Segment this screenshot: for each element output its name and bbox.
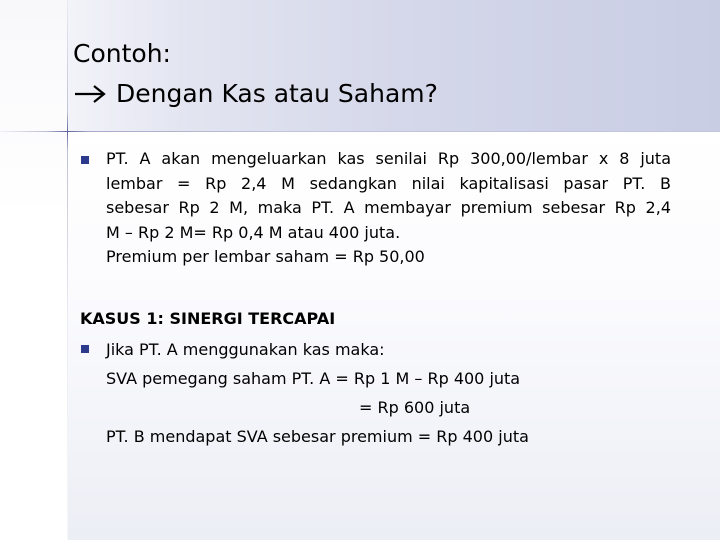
paragraph-1-line-4: M – Rp 2 M= Rp 0,4 M atau 400 juta. (106, 222, 401, 242)
left-band (0, 0, 68, 540)
paragraph-1-line-5: Premium per lembar saham = Rp 50,00 (106, 247, 425, 266)
bullet-paragraph-2 (106, 335, 529, 451)
right-arrow-icon (73, 74, 107, 114)
bullet-square-icon (81, 156, 89, 164)
bullet-square-icon (81, 345, 89, 353)
paragraph-2-line-3: = Rp 600 juta (359, 398, 471, 417)
paragraph-1-line-2: lembar = Rp 2,4 M sedangkan nilai kapitalisasi pasar PT. B (106, 173, 671, 193)
paragraph-1-line-3: sebesar Rp 2 M, maka PT. A membayar premium sebesar Rp 2,4 (106, 198, 671, 217)
case-heading: KASUS 1: SINERGI TERCAPAI (80, 309, 336, 328)
crosshair-horizontal (48, 131, 88, 132)
paragraph-2-line-1: Jika PT. A menggunakan kas maka: (106, 340, 385, 359)
paragraph-2-line-2: SVA pemegang saham PT. A = Rp 1 M – Rp 400 juta (106, 369, 521, 388)
paragraph-1-line-1: PT. A akan mengeluarkan kas senilai Rp 300,00/lembar x 8 juta (106, 149, 671, 168)
title-line-2-text: Dengan Kas atau Saham? (116, 79, 438, 108)
title-line-2 (73, 74, 438, 114)
vertical-rule (67, 0, 68, 540)
title-line-1: Contoh: (73, 39, 171, 68)
horizontal-rule (0, 131, 720, 132)
paragraph-2-line-4: PT. B mendapat SVA sebesar premium = Rp 400 juta (106, 427, 529, 446)
crosshair-vertical (67, 112, 68, 152)
bullet-paragraph-1 (106, 147, 671, 270)
slide-title (73, 34, 438, 114)
